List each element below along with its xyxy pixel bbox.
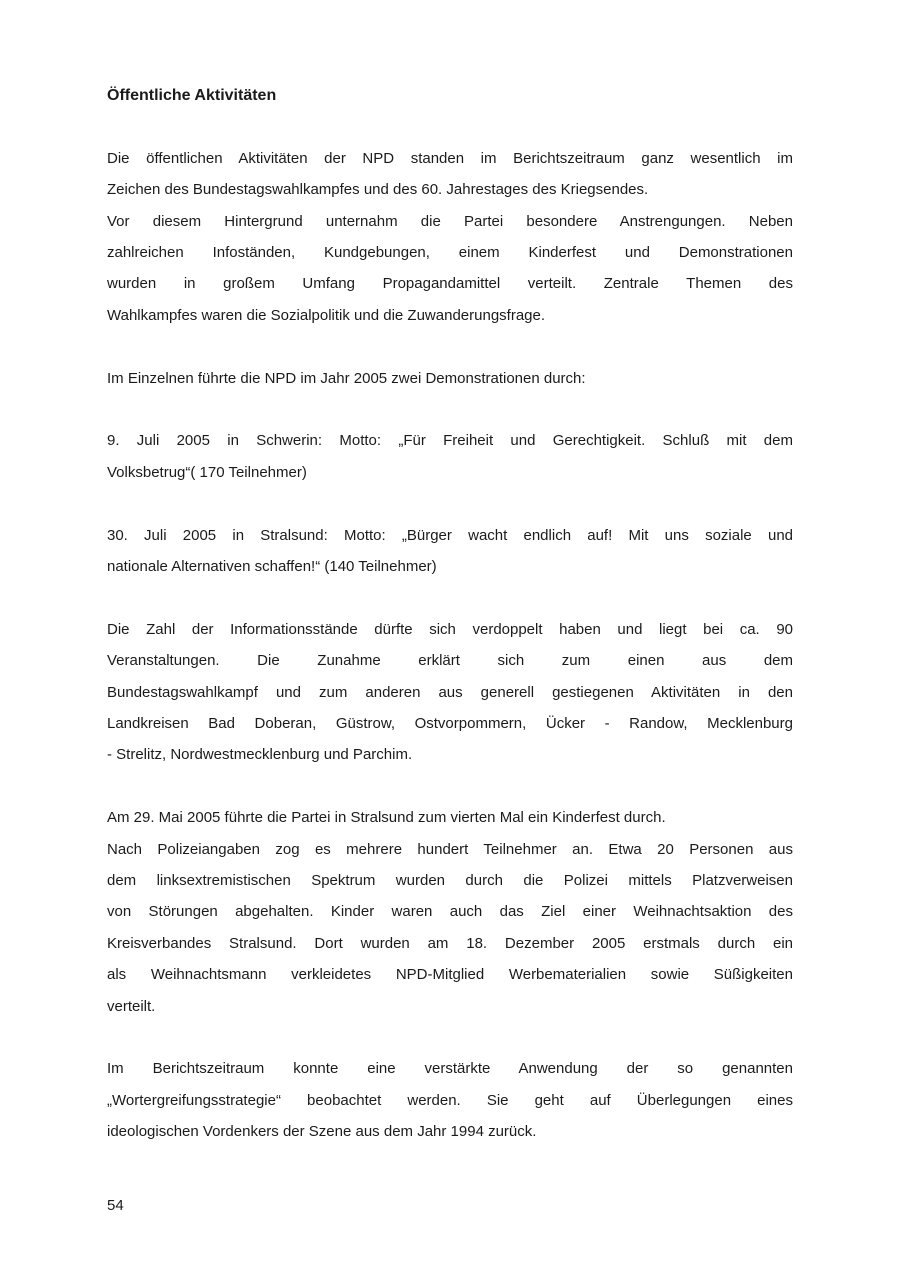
paragraph bbox=[107, 425, 793, 488]
text-line: zahlreichen Infoständen, Kundgebungen, einem Kinderfest und Demonstrationen bbox=[107, 244, 793, 262]
text-line: „Wortergreifungsstrategie“ beobachtet werden. Sie geht auf Überlegungen eines bbox=[107, 1091, 793, 1109]
text-line: Landkreisen Bad Doberan, Güstrow, Ostvorpommern, Ücker - Randow, Mecklenburg bbox=[107, 715, 793, 733]
text-line: Kreisverbandes Stralsund. Dort wurden am 18. Dezember 2005 erstmals durch ein bbox=[107, 934, 793, 952]
text-line: von Störungen abgehalten. Kinder waren auch das Ziel einer Weihnachtsaktion des bbox=[107, 903, 793, 921]
text-line: Bundestagswahlkampf und zum anderen aus generell gestiegenen Aktivitäten in den bbox=[107, 683, 793, 701]
text-line: Vor diesem Hintergrund unternahm die Partei besondere Anstrengungen. Neben bbox=[107, 212, 793, 230]
text-line: dem linksextremistischen Spektrum wurden durch die Polizei mittels Platzverweisen bbox=[107, 872, 793, 890]
text-line: Die Zahl der Informationsstände dürfte sich verdoppelt haben und liegt bei ca. 90 bbox=[107, 620, 793, 638]
text-line: ideologischen Vordenkers der Szene aus dem Jahr 1994 zurück. bbox=[107, 1123, 537, 1141]
text-line: Volksbetrug“( 170 Teilnehmer) bbox=[107, 463, 307, 481]
page-content bbox=[107, 80, 793, 1179]
page-number: 54 bbox=[107, 1197, 124, 1214]
paragraph bbox=[107, 614, 793, 771]
text-line: Am 29. Mai 2005 führte die Partei in Stralsund zum vierten Mal ein Kinderfest durch. bbox=[107, 809, 666, 827]
paragraph bbox=[107, 520, 793, 583]
text-line: als Weihnachtsmann verkleidetes NPD-Mitglied Werbematerialien sowie Süßigkeiten bbox=[107, 966, 793, 984]
text-line: Veranstaltungen. Die Zunahme erklärt sich zum einen aus dem bbox=[107, 652, 793, 670]
text-line: Die öffentlichen Aktivitäten der NPD standen im Berichtszeitraum ganz wesentlich im bbox=[107, 149, 793, 167]
text-line: 9. Juli 2005 in Schwerin: Motto: „Für Freiheit und Gerechtigkeit. Schluß mit dem bbox=[107, 432, 793, 450]
text-line: verteilt. bbox=[107, 997, 156, 1015]
text-line: Nach Polizeiangaben zog es mehrere hundert Teilnehmer an. Etwa 20 Personen aus bbox=[107, 840, 793, 858]
text-line: Im Einzelnen führte die NPD im Jahr 2005 zwei Demonstrationen durch: bbox=[107, 369, 586, 387]
paragraph bbox=[107, 1053, 793, 1147]
text-line: Zeichen des Bundestagswahlkampfes und des 60. Jahrestages des Kriegsendes. bbox=[107, 181, 649, 199]
paragraph bbox=[107, 363, 793, 394]
paragraph bbox=[107, 802, 793, 1022]
text-line: - Strelitz, Nordwestmecklenburg und Parchim. bbox=[107, 746, 413, 764]
paragraph bbox=[107, 143, 793, 331]
text-line: nationale Alternativen schaffen!“ (140 Teilnehmer) bbox=[107, 558, 437, 576]
text-line: Wahlkampfes waren die Sozialpolitik und die Zuwanderungsfrage. bbox=[107, 306, 546, 324]
text-line: 30. Juli 2005 in Stralsund: Motto: „Bürger wacht endlich auf! Mit uns soziale und bbox=[107, 526, 793, 544]
text-line: wurden in großem Umfang Propagandamittel verteilt. Zentrale Themen des bbox=[107, 275, 793, 293]
text-line: Im Berichtszeitraum konnte eine verstärkte Anwendung der so genannten bbox=[107, 1060, 793, 1078]
section-heading: Öffentliche Aktivitäten bbox=[107, 87, 277, 104]
